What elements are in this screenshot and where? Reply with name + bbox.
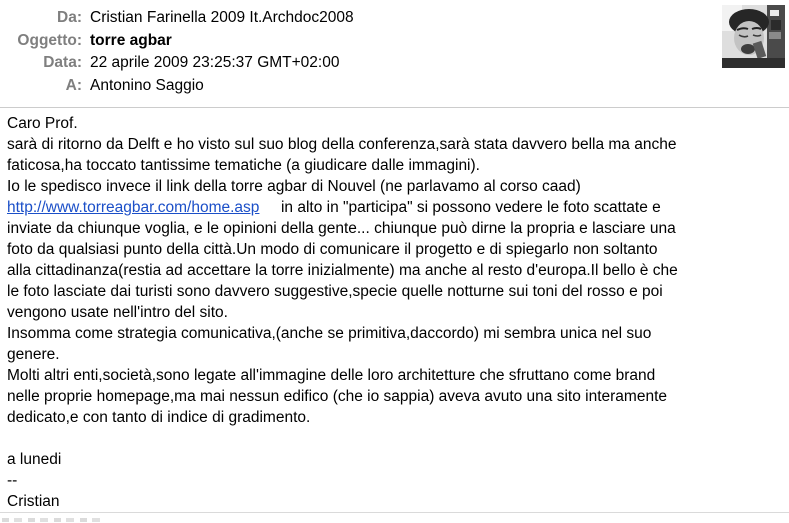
body-line: sarà di ritorno da Delft e ho visto sul suo blog della conferenza,sarà stata davvero bella ma anche — [7, 136, 677, 153]
body-line: foto da qualsiasi punto della città.Un modo di comunicare il progetto e di spiegarlo non soltanto — [7, 241, 658, 258]
from-value[interactable]: Cristian Farinella 2009 It.Archdoc2008 — [90, 9, 354, 26]
subject-value: torre agbar — [90, 31, 172, 49]
header-body-divider — [0, 107, 789, 108]
header-row-from — [0, 7, 789, 30]
header-row-to — [0, 75, 789, 98]
torreagbar-link[interactable]: http://www.torreagbar.com/home.asp — [7, 199, 260, 216]
signature-name: Cristian — [7, 493, 60, 510]
body-line: Caro Prof. — [7, 115, 78, 132]
body-line: inviate da chiunque voglia, e le opinioni della gente... chiunque può dirne la propria e lasciare una — [7, 220, 676, 237]
message-header — [0, 7, 789, 97]
subject-label: Oggetto: — [17, 31, 82, 49]
body-line-with-link — [7, 197, 789, 218]
header-row-subject — [0, 30, 789, 53]
body-line: le foto lasciate dai turisti sono davvero suggestive,specie quelle notturne sui toni del rosso e poi — [7, 283, 663, 300]
sender-avatar-icon — [722, 5, 785, 68]
from-label: Da: — [57, 9, 82, 26]
body-blank-line — [7, 428, 789, 449]
link-trailing-text: in alto in "participa" si possono vedere le foto scattate e — [259, 199, 661, 216]
body-line: nelle proprie homepage,ma mai nessun edifico (che io sappia) aveva avuto una sito interamente — [7, 388, 667, 405]
message-body — [7, 113, 789, 512]
header-row-date — [0, 52, 789, 75]
body-line: Io le spedisco invece il link della torre agbar di Nouvel (ne parlavamo al corso caad) — [7, 178, 581, 195]
body-line: genere. — [7, 346, 60, 363]
message-end-divider — [0, 512, 789, 513]
body-line: faticosa,ha toccato tantissime tematiche (a giudicare dalle immagini). — [7, 157, 480, 174]
body-line: alla cittadinanza(restia ad accettare la torre inizialmente) ma anche al resto d'europa.Il bello è che — [7, 262, 678, 279]
signoff-line: a lunedi — [7, 451, 62, 468]
to-label: A: — [65, 76, 82, 94]
body-line: Insomma come strategia comunicativa,(anche se primitiva,daccordo) mi sembra unica nel suo — [7, 325, 652, 342]
signature-separator: -- — [7, 472, 18, 489]
body-line: dedicato,e con tanto di indice di gradimento. — [7, 409, 311, 426]
to-value[interactable]: Antonino Saggio — [90, 76, 204, 94]
body-line: Molti altri enti,società,sono legate all'immagine delle loro architetture che sfruttano come brand — [7, 367, 656, 384]
body-line: vengono usate nell'intro del sito. — [7, 304, 228, 321]
cutoff-text-fragment — [2, 518, 104, 522]
date-value: 22 aprile 2009 23:25:37 GMT+02:00 — [90, 54, 340, 72]
date-label: Data: — [43, 54, 82, 72]
